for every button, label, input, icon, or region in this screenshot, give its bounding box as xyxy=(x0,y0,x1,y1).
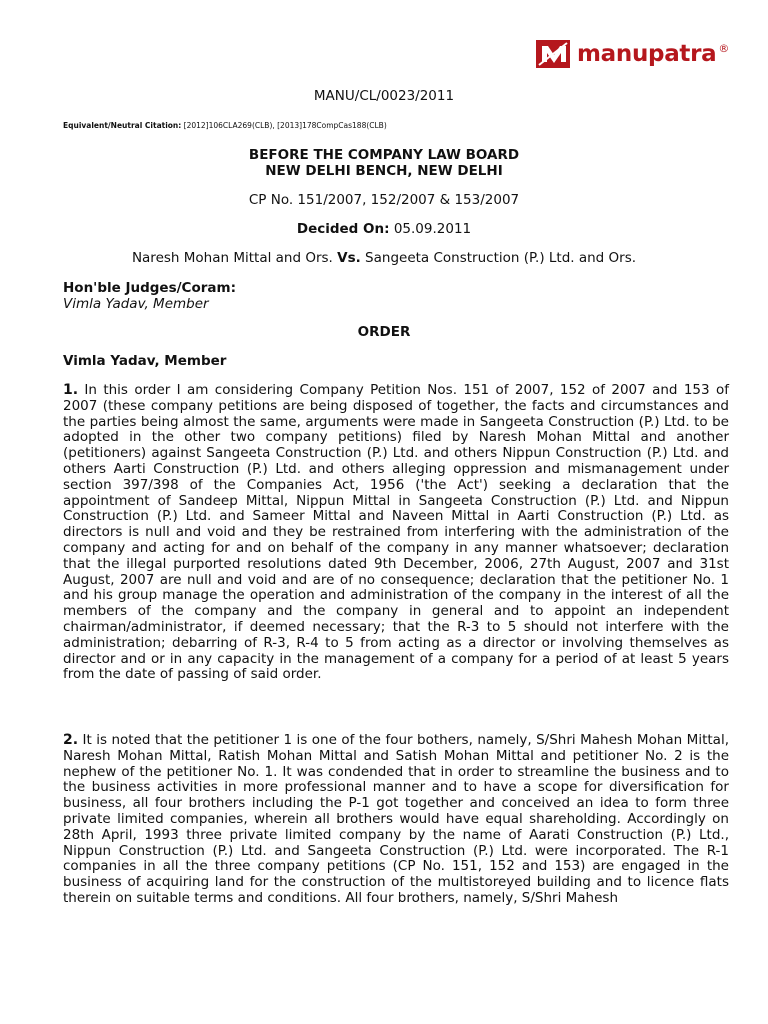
decided-on-label: Decided On: xyxy=(296,221,390,237)
paragraph-2 xyxy=(63,733,729,907)
court-line-2: NEW DELHI BENCH, NEW DELHI xyxy=(265,163,503,179)
respondent-name: Sangeeta Construction (P.) Ltd. and Ors. xyxy=(360,250,637,266)
case-numbers: CP No. 151/2007, 152/2007 & 153/2007 xyxy=(248,192,520,208)
coram-label: Hon'ble Judges/Coram: xyxy=(63,280,236,296)
manupatra-brand-text: manupatra xyxy=(577,41,717,67)
manu-citation: MANU/CL/0023/2011 xyxy=(313,88,455,104)
manupatra-logo-icon xyxy=(536,38,572,70)
order-title: ORDER xyxy=(357,324,411,340)
manupatra-logo xyxy=(536,34,729,74)
petitioner-name: Naresh Mohan Mittal and Ors. xyxy=(131,250,338,266)
coram-name: Vimla Yadav, Member xyxy=(63,296,209,312)
order-author: Vimla Yadav, Member xyxy=(63,353,227,369)
decided-on xyxy=(0,221,768,237)
paragraph-text: It is noted that the petitioner 1 is one of the four bothers, namely, S/Shri Mahesh Mohan Mittal, Naresh Mohan Mittal, Ratish Mohan Mittal and Satish Mohan Mittal and petitioner No. 2 is the nephew of the petitioner No. 1. It was condended that in order to streamline the business and to the business activities in more professional manner and to have a scope for diversification for business, all four brothers including the P-1 got together and conceived an idea to form three private limited companies, wherein all brothers would have equal shareholding. Accordingly on 28th April, 1993 three private limited company by the name of Aarati Construction (P.) Ltd., Nippun Construction (P.) Ltd. and Sangeeta Construction (P.) Ltd. were incorporated. The R-1 companies in all the three company petitions (CP No. 151, 152 and 153) are engaged in the business of acquiring land for the construction of the multistoreyed building and to licence flats therein on suitable terms and conditions. All four brothers, namely, S/Shri Mahesh xyxy=(63,732,729,906)
equivalent-citation xyxy=(63,121,387,130)
versus-label: Vs. xyxy=(337,250,361,266)
paragraph-number: 2. xyxy=(63,732,79,748)
paragraph-number: 1. xyxy=(63,382,79,398)
paragraph-1 xyxy=(63,383,729,683)
equivalent-citation-label: Equivalent/Neutral Citation: xyxy=(63,121,182,130)
decided-on-date: 05.09.2011 xyxy=(389,221,472,237)
parties-line xyxy=(0,250,768,266)
equivalent-citation-value: [2012]106CLA269(CLB), [2013]178CompCas188(CLB) xyxy=(181,121,387,130)
paragraph-text: In this order I am considering Company Petition Nos. 151 of 2007, 152 of 2007 and 153 of 2007 (these company petitions are being disposed of together, the facts and circumstances and the parties being almost the same, arguments were made in Sangeeta Construction (P.) Ltd. to be adopted in the other two company petitions) filed by Naresh Mohan Mittal and another (petitioners) against Sangeeta Construction (P.) Ltd. and others Nippun Construction (P.) Ltd. and others Aarti Construction (P.) Ltd. and others alleging oppression and mismanagement under section 397/398 of the Companies Act, 1956 ('the Act') seeking a declaration that the appointment of Sandeep Mittal, Nippun Mittal in Sangeeta Construction (P.) Ltd. and Nippun Construction (P.) Ltd. and Sameer Mittal and Naveen Mittal in Aarti Construction (P.) Ltd. as directors is null and void and they be restrained from interfering with the administration of the company and acting for and on behalf of the company in any manner whatsoever; declaration that the illegal purported resolutions dated 9th December, 2006, 27th August, 2007 and 31st August, 2007 are null and void and are of no consequence; declaration that the petitioner No. 1 and his group manage the operation and administration of the company in the interest of all the members of the company and the company in general and to appoint an independent chairman/administrator, if deemed necessary; that the R-3 to 5 should not interfere with the administration; debarring of R-3, R-4 to 5 from acting as a director or involving themselves as director and or in any capacity in the management of a company for a period of at least 5 years from the date of passing of said order. xyxy=(63,382,729,683)
registered-mark: ® xyxy=(718,41,730,55)
court-line-1: BEFORE THE COMPANY LAW BOARD xyxy=(248,147,520,163)
